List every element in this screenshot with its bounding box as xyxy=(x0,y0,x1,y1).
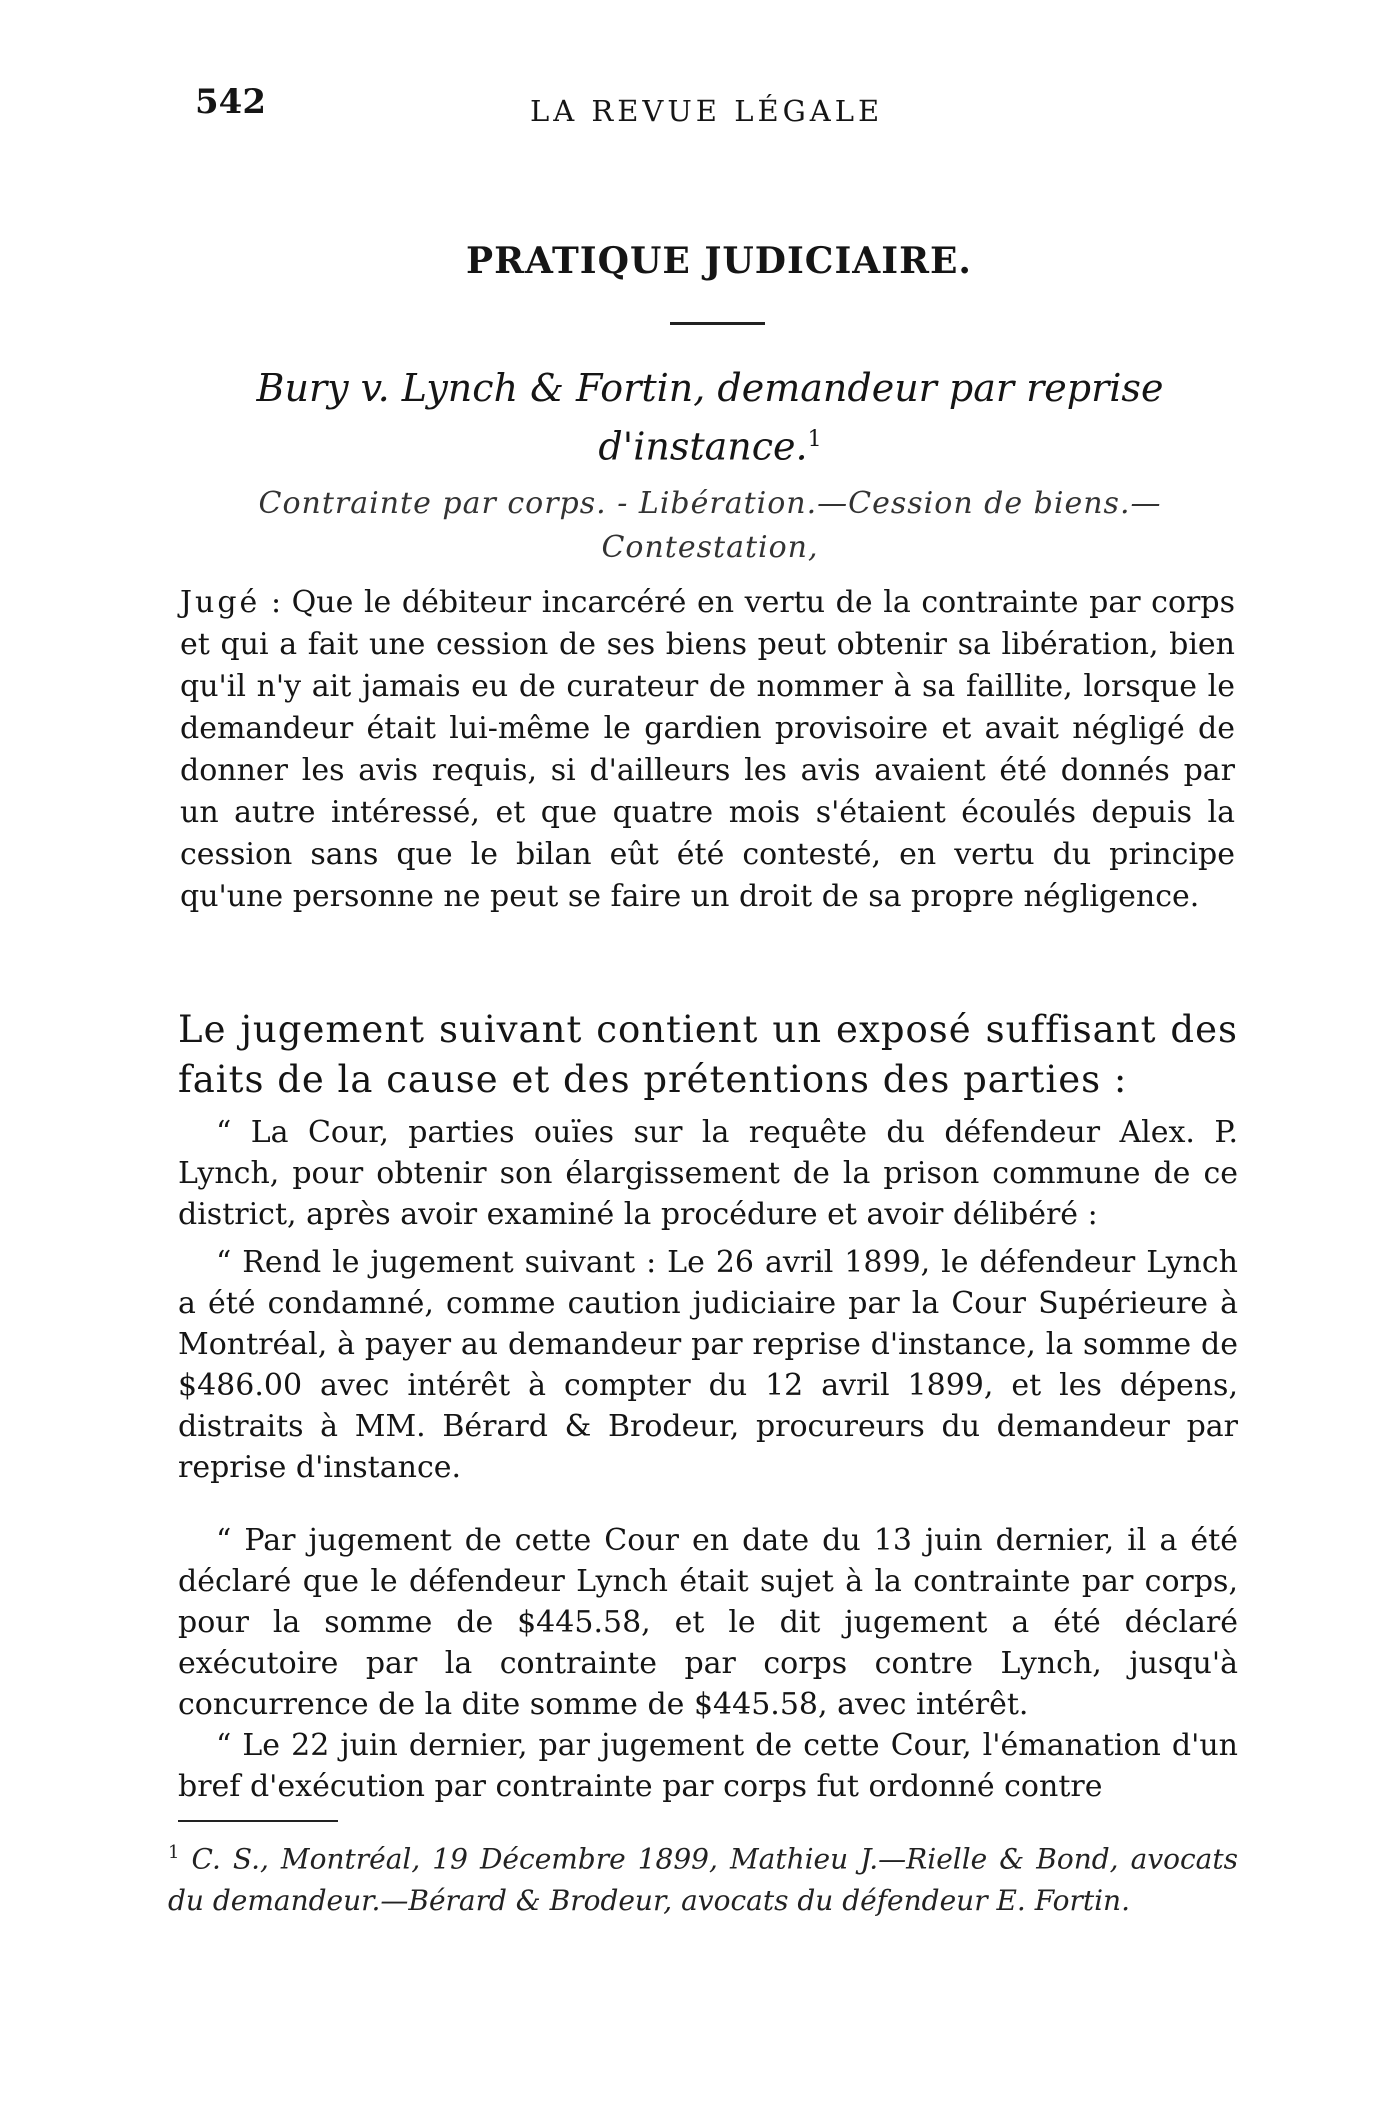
holding-summary xyxy=(180,582,1235,918)
case-title-text: Bury v. Lynch & Fortin, demandeur par reprise d'instance. xyxy=(256,366,1164,469)
judgment-intro: Le jugement suivant contient un exposé suffisant des faits de la cause et des prétentions des parties : xyxy=(178,1008,1238,1101)
footnote-divider xyxy=(178,1820,338,1822)
footnote-text: C. S., Montréal, 19 Décembre 1899, Mathieu J.—Rielle & Bond, avocats du demandeur.—Bérard & Brodeur, avocats du défendeur E. Fortin. xyxy=(168,1842,1238,1918)
page-number: 542 xyxy=(195,82,266,122)
case-footnote-marker: 1 xyxy=(807,427,822,452)
body-paragraph: “ Le 22 juin dernier, par jugement de cette Cour, l'émanation d'un bref d'exécution par contrainte par corps fut ordonné contre xyxy=(178,1728,1238,1804)
body-paragraph: “ Par jugement de cette Cour en date du 13 juin dernier, il a été déclaré que le défendeur Lynch était sujet à la contrainte par corps, pour la somme de $445.58, et le dit jugement a été déclaré exécutoire par la contrainte par corps contre Lynch, jusqu'à concurrence de la dite somme de $445.58, avec intérêt. xyxy=(178,1523,1238,1722)
running-head: LA REVUE LÉGALE xyxy=(530,94,884,128)
case-title xyxy=(180,362,1240,473)
holding-text: : Que le débiteur incarcéré en vertu de la contrainte par corps et qui a fait une cession de ses biens peut obtenir sa libération, bien qu'il n'y ait jamais eu de curateur de nommer à sa faillite, lorsque le demandeur était lui-même le gardien provisoire et avait négligé de donner les avis requis, si d'ailleurs les avis avaient été donnés par un autre intéressé, et que quatre mois s'étaient écoulés depuis la cession sans que le bilan eût été contesté, en vertu du principe qu'une personne ne peut se faire un droit de sa propre négligence. xyxy=(180,585,1235,914)
case-keywords: Contrainte par corps. - Libération.—Cession de biens.— Contestation, xyxy=(258,486,1162,565)
title-divider xyxy=(670,322,765,325)
footnote-marker: 1 xyxy=(168,1842,180,1863)
section-title: PRATIQUE JUDICIAIRE. xyxy=(466,240,972,282)
footnote xyxy=(168,1832,1238,1922)
body-paragraph: “ Rend le jugement suivant : Le 26 avril 1899, le défendeur Lynch a été condamné, comme caution judiciaire par la Cour Supérieure à Montréal, à payer au demandeur par reprise d'instance, la somme de $486.00 avec intérêt à compter du 12 avril 1899, et les dépens, distraits à MM. Bérard & Brodeur, procureurs du demandeur par reprise d'instance. xyxy=(178,1245,1238,1485)
holding-lead: Jugé xyxy=(180,585,261,620)
body-paragraph: “ La Cour, parties ouïes sur la requête du défendeur Alex. P. Lynch, pour obtenir son élargissement de la prison commune de ce district, après avoir examiné la procédure et avoir délibéré : xyxy=(178,1115,1238,1232)
